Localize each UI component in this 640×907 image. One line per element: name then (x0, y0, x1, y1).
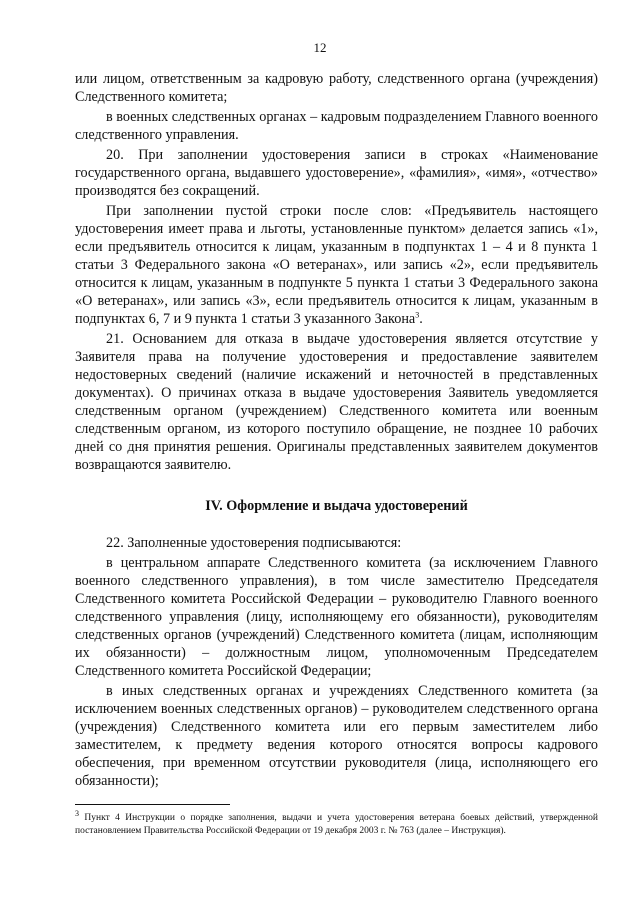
paragraph (75, 554, 598, 680)
paragraph-text: в иных следственных органах и учреждениях Следственного комитета (за исключением военных следственных органов) – руководителем следственного органа (учреждения) Следственного комитета или его первым заместителем либо заместителем, к предмету ведения которого относятся вопросы кадрового обеспечения, при временном отсутствии руководителя (лица, исполняющего его обязанности); (75, 683, 598, 789)
paragraph-text: в военных следственных органах – кадровым подразделением Главного военного следственного управления. (75, 109, 598, 143)
paragraphs-top (75, 70, 598, 474)
paragraph-text: в центральном аппарате Следственного комитета (за исключением Главного военного следственного управления), в том числе заместителю Председателя Следственного комитета Российской Федерации – руководителю Главного военного следственного управления (лицу, исполняющему его обязанности), руководителям следственных органов (учреждений) Следственного комитета (лицам, исполняющим их обязанности) – должностным лицом, уполномоченным Председателем Следственного комитета Российской Федерации; (75, 555, 598, 679)
paragraph (75, 330, 598, 474)
paragraph (75, 202, 598, 328)
paragraph-text: 22. Заполненные удостоверения подписываются: (106, 535, 402, 551)
paragraph-text: При заполнении пустой строки после слов: «Предъявитель настоящего удостоверения имеет права и льготы, установленные пунктом» делается запись «1», если предъявитель относится к лицам, указанным в подпунктах 1 – 4 и 8 пункта 1 статьи 3 Федерального закона «О ветеранах», или запись «2», если предъявитель относится к лицам, указанным в подпункте 5 пункта 1 статьи 3 Федерального закона «О ветеранах», или запись «3», если предъявитель относится к лицам, указанным в подпунктах 6, 7 и 9 пункта 1 статьи 3 указанного Закона (75, 203, 598, 327)
footnote-text: Пункт 4 Инструкции о порядке заполнения, выдачи и учета удостоверения ветерана боевых действий, утвержденной постановлением Правительства Российской Федерации от 19 декабря 2003 г. № 763 (далее – Инструкция). (75, 813, 598, 836)
paragraph-text: или лицом, ответственным за кадровую работу, следственного органа (учреждения) Следственного комитета; (75, 71, 598, 105)
paragraph-text: 20. При заполнении удостоверения записи в строках «Наименование государственного органа, выдавшего удостоверение», «фамилия», «имя», «отчество» производятся без сокращений. (75, 147, 598, 199)
paragraph (75, 534, 598, 552)
page-number: 12 (313, 40, 327, 55)
paragraph (75, 682, 598, 790)
footnote-mark: 3 (75, 808, 79, 818)
paragraph (75, 108, 598, 144)
document-body (75, 70, 598, 790)
footnote-divider (75, 804, 230, 805)
footnote-ref: 3 (415, 310, 420, 320)
footnote (75, 808, 598, 838)
paragraph (75, 146, 598, 200)
paragraph-suffix: . (419, 311, 423, 327)
paragraph (75, 70, 598, 106)
section-heading: IV. Оформление и выдача удостоверений (205, 498, 468, 514)
paragraph-text: 21. Основанием для отказа в выдаче удостоверения является отсутствие у Заявителя права на получение удостоверения и предоставление заявителем недостоверных сведений (наличие искажений и неточностей в представленных документах). О причинах отказа в выдаче удостоверения Заявитель уведомляется следственным органом (учреждением) Следственного комитета или военным следственным органом, из которого поступило обращение, не позднее 10 рабочих дней со дня принятия решения. Оригиналы представленных заявителем документов возвращаются заявителю. (75, 331, 598, 473)
paragraphs-bottom (75, 534, 598, 790)
